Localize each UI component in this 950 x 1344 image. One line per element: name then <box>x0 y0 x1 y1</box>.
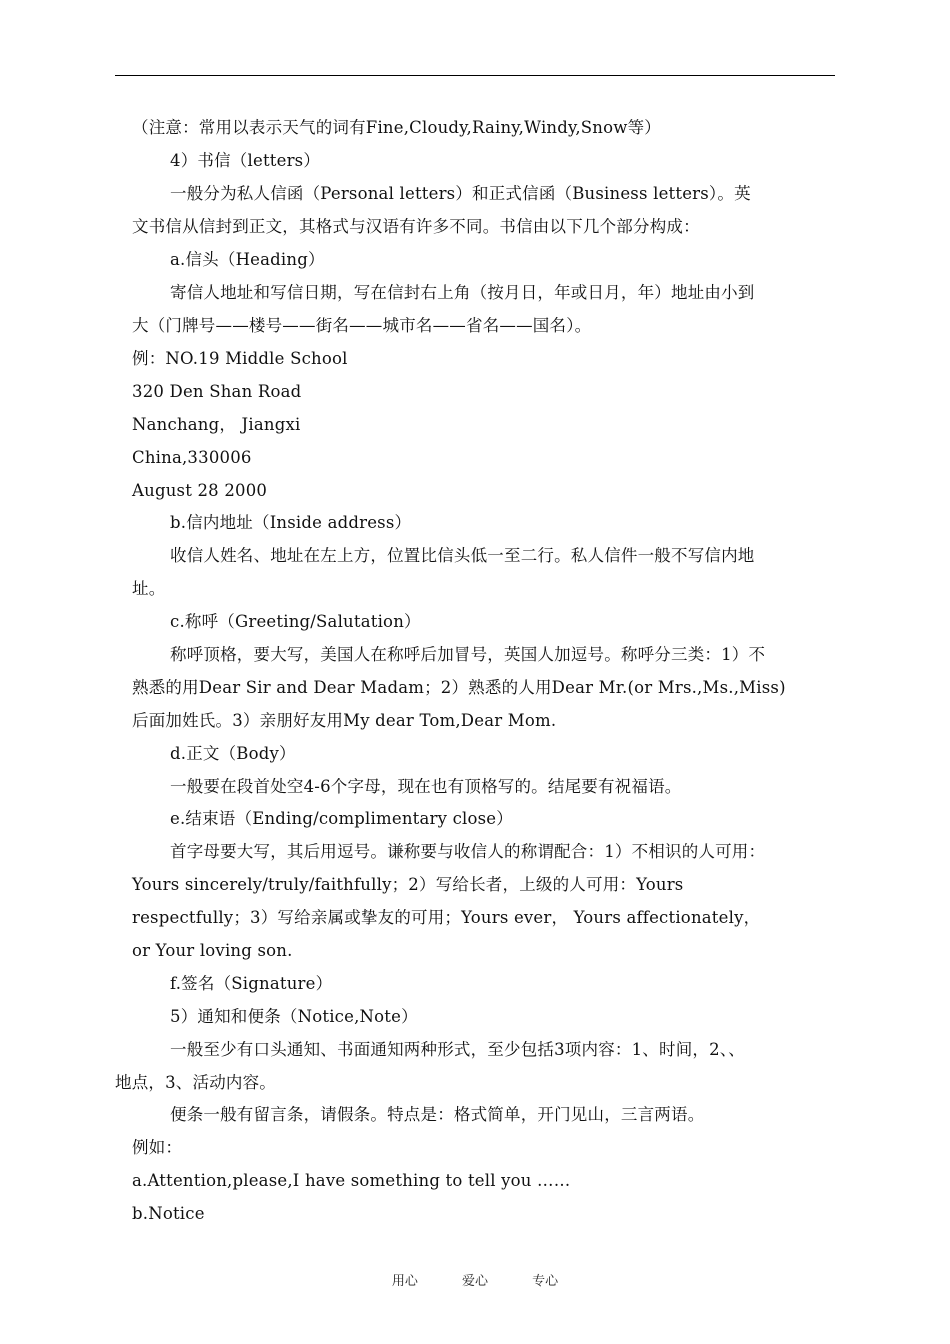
paragraph-line: 一般至少有口头通知、书面通知两种形式，至少包括3项内容：1、时间，2、、 <box>170 1040 745 1059</box>
paragraph-line: 熟悉的用Dear Sir and Dear Madam；2）熟悉的人用Dear Mr.(or Mrs.,Ms.,Miss) <box>132 678 786 697</box>
paragraph-line: 一般要在段首处空4-6个字母，现在也有顶格写的。结尾要有祝福语。 <box>170 777 682 796</box>
paragraph-line: 收信人姓名、地址在左上方，位置比信头低一至二行。私人信件一般不写信内地 <box>170 546 755 565</box>
example-label: 例如： <box>132 1138 183 1157</box>
example-line: a.Attention,please,I have something to tell you …… <box>132 1171 571 1190</box>
note-weather-words: （注意：常用以表示天气的词有Fine,Cloudy,Rainy,Windy,Snow等） <box>132 118 661 137</box>
subheading-signature: f.签名（Signature） <box>170 974 333 993</box>
paragraph-line: 地点，3、活动内容。 <box>115 1073 276 1092</box>
example-date-line: August 28 2000 <box>132 481 268 500</box>
example-address-line: 例：NO.19 Middle School <box>132 349 348 368</box>
subheading-inside-address: b.信内地址（Inside address） <box>170 513 412 532</box>
header-rule <box>115 75 835 76</box>
subheading-ending: e.结束语（Ending/complimentary close） <box>170 809 513 828</box>
section-notice-heading: 5）通知和便条（Notice,Note） <box>170 1007 418 1026</box>
subheading-body: d.正文（Body） <box>170 744 296 763</box>
subheading-heading: a.信头（Heading） <box>170 250 325 269</box>
paragraph-line: 大（门牌号——楼号——街名——城市名——省名——国名）。 <box>132 316 592 335</box>
paragraph-line: Yours sincerely/truly/faithfully；2）写给长者，上级的人可用：Yours <box>132 875 684 894</box>
footer-item: 专心 <box>532 1274 559 1289</box>
section-letters-heading: 4）书信（letters） <box>170 151 321 170</box>
paragraph-line: 首字母要大写，其后用逗号。谦称要与收信人的称谓配合：1）不相识的人可用： <box>170 842 766 861</box>
paragraph-line: 一般分为私人信函（Personal letters）和正式信函（Business letters）。英 <box>170 184 751 203</box>
footer-item: 用心 <box>391 1274 418 1289</box>
subheading-greeting: c.称呼（Greeting/Salutation） <box>170 612 421 631</box>
paragraph-line: 后面加姓氏。3）亲朋好友用My dear Tom,Dear Mom. <box>132 711 557 730</box>
paragraph-line: 便条一般有留言条，请假条。特点是：格式简单，开门见山，三言两语。 <box>170 1105 705 1124</box>
footer-item: 爱心 <box>461 1274 488 1289</box>
paragraph-line: 文书信从信封到正文，其格式与汉语有许多不同。书信由以下几个部分构成： <box>132 217 700 236</box>
example-address-line: China,330006 <box>132 448 252 467</box>
paragraph-line: respectfully；3）写给亲属或挚友的可用；Yours ever， Yours affectionately， <box>132 908 761 927</box>
page-footer <box>0 1270 950 1289</box>
example-line: b.Notice <box>132 1204 205 1223</box>
paragraph-line: 址。 <box>132 579 166 598</box>
paragraph-line: 寄信人地址和写信日期，写在信封右上角（按月日，年或日月，年）地址由小到 <box>170 283 755 302</box>
paragraph-line: 称呼顶格，要大写，美国人在称呼后加冒号，英国人加逗号。称呼分三类：1）不 <box>170 645 766 664</box>
paragraph-line: or Your loving son. <box>132 941 293 960</box>
example-address-line: 320 Den Shan Road <box>132 382 302 401</box>
example-address-line: Nanchang， Jiangxi <box>132 415 301 434</box>
